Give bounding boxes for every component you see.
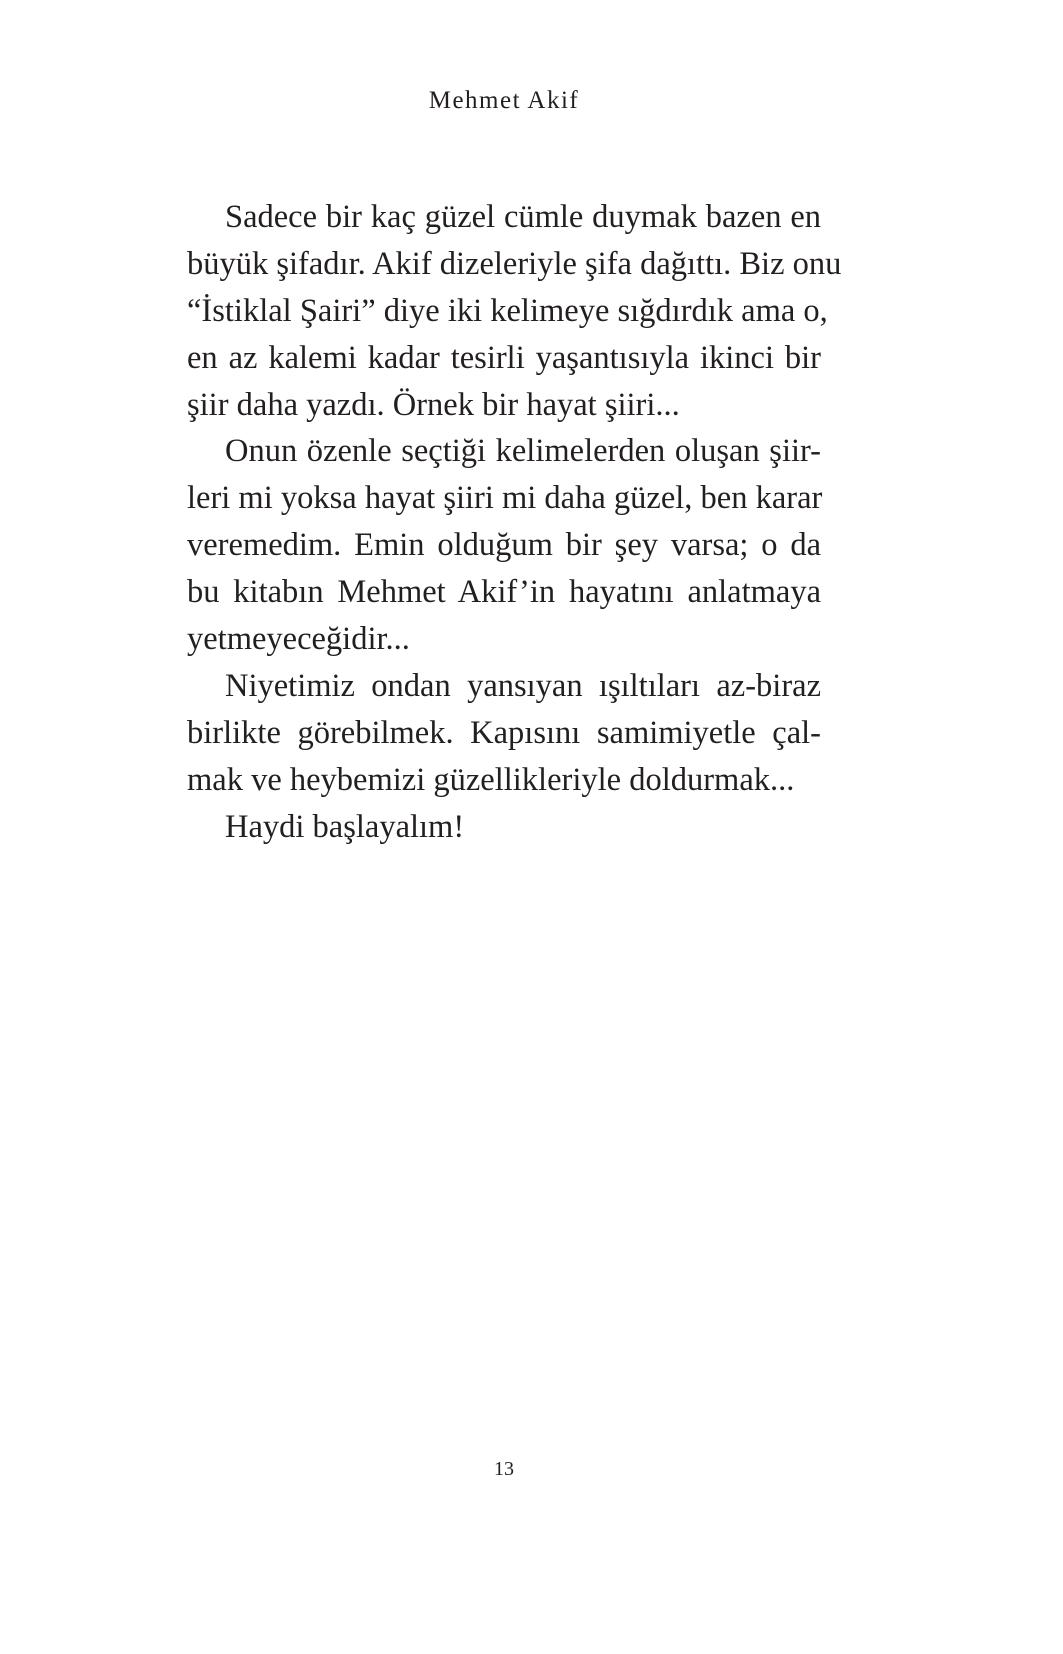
text-line: büyük şifadır. Akif dizeleriyle şifa dağıttı. Biz onu — [187, 245, 842, 282]
text-line: birlikte görebilmek. Kapısını samimiyetle çal- — [187, 714, 821, 751]
text-line: leri mi yoksa hayat şiiri mi daha güzel, ben karar — [187, 480, 823, 517]
text-line: veremedim. Emin olduğum bir şey varsa; o da — [187, 527, 821, 564]
text-line: Onun özenle seçtiği kelimelerden oluşan şiir- — [225, 433, 821, 470]
paragraph-3 — [187, 663, 821, 804]
text-line: Sadece bir kaç güzel cümle duymak bazen en — [225, 199, 821, 235]
paragraph-2 — [187, 428, 821, 662]
running-header: Mehmet Akif — [428, 87, 580, 114]
text-line: yetmeyeceğidir... — [187, 621, 410, 658]
page-number: 13 — [494, 1458, 514, 1480]
text-line: “İstiklal Şairi” diye iki kelimeye sığdırdık ama o, — [187, 292, 828, 329]
body-text — [187, 194, 842, 850]
text-line: mak ve heybemizi güzellikleriyle doldurmak... — [187, 761, 795, 798]
text-line: bu kitabın Mehmet Akif’in hayatını anlatmaya — [187, 574, 821, 611]
text-line: şiir daha yazdı. Örnek bir hayat şiiri... — [187, 386, 680, 423]
paragraph-4 — [187, 804, 821, 851]
text-line: Niyetimiz ondan yansıyan ışıltıları az-biraz — [225, 667, 821, 704]
text-line: en az kalemi kadar tesirli yaşantısıyla ikinci bir — [187, 339, 821, 376]
text-line: Haydi başlayalım! — [225, 808, 465, 845]
paragraph-1 — [187, 194, 842, 428]
